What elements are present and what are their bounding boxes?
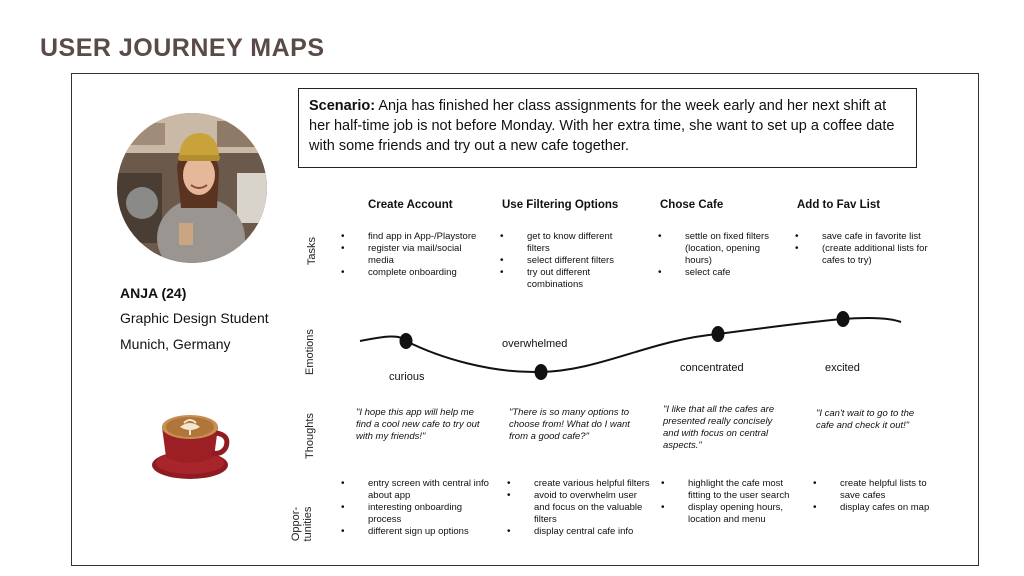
list-item: • display cafes on map — [813, 502, 948, 514]
emotion-label-2: overwhelmed — [502, 338, 568, 350]
emotion-label-1: curious — [389, 371, 425, 383]
persona-occupation: Graphic Design Student — [120, 310, 269, 326]
emotion-point-4 — [837, 311, 850, 327]
row-label-opportunities-line1: Oppor- — [290, 506, 302, 542]
page-title: USER JOURNEY MAPS — [40, 34, 325, 62]
opportunities-list-4 — [813, 478, 948, 514]
opportunities-list-1 — [341, 478, 496, 538]
emotion-point-2 — [535, 364, 548, 380]
stage-title-2: Use Filtering Options — [502, 199, 619, 211]
list-item: • select cafe — [658, 267, 770, 279]
list-item: • highlight the cafe most fitting to the user search — [661, 478, 796, 502]
list-item: • get to know different filters — [500, 231, 625, 255]
list-item: • save cafe in favorite list — [795, 231, 930, 243]
list-item: • (create additional lists for cafes to try) — [795, 243, 930, 267]
row-label-tasks: Tasks — [306, 236, 318, 266]
scenario-text: Anja has finished her class assignments for the week early and her next shift at her half-time job is not before Monday. With her extra time, she want to set up a coffee date with some friends and try out a new cafe together. — [309, 98, 895, 154]
list-item: • avoid to overwhelm user and focus on the valuable filters — [507, 490, 652, 526]
list-item: • display opening hours, location and menu — [661, 502, 796, 526]
emotion-point-1 — [400, 333, 413, 349]
list-item: • settle on fixed filters (location, opening hours) — [658, 231, 770, 267]
scenario-label: Scenario: — [309, 98, 376, 114]
row-label-opportunities-line2: tunities — [302, 506, 314, 542]
list-item: • select different filters — [500, 255, 625, 267]
list-item: • create various helpful filters — [507, 478, 652, 490]
emotion-curve-line — [360, 318, 901, 372]
row-label-thoughts: Thoughts — [304, 413, 316, 459]
opportunities-list-2 — [507, 478, 652, 538]
stage-title-4: Add to Fav List — [797, 199, 881, 211]
list-item: • create helpful lists to save cafes — [813, 478, 948, 502]
emotion-point-3 — [712, 326, 725, 342]
list-item: • entry screen with central info about app — [341, 478, 496, 502]
thought-3: "I like that all the cafes are presented really concisely and with focus on central aspects." — [663, 404, 775, 451]
list-item: • different sign up options — [341, 526, 496, 538]
persona-name: ANJA (24) — [120, 285, 187, 301]
stage-title-1: Create Account — [368, 199, 453, 211]
emotion-label-4: excited — [825, 362, 860, 374]
opportunities-list-3 — [661, 478, 796, 526]
list-item: • register via mail/social media — [341, 243, 486, 267]
row-label-emotions: Emotions — [304, 329, 316, 375]
list-item: • find app in App-/Playstore — [341, 231, 486, 243]
persona-location: Munich, Germany — [120, 336, 231, 352]
list-item: • interesting onboarding process — [341, 502, 496, 526]
emotion-label-3: concentrated — [680, 362, 744, 374]
thought-2: "There is so many options to choose from! What do I want from a good cafe?" — [509, 407, 630, 442]
list-item: • try out different combinations — [500, 267, 625, 291]
thought-1: "I hope this app will help me find a cool new cafe to try out with my friends!" — [356, 407, 480, 442]
list-item: • complete onboarding — [341, 267, 486, 279]
stage-title-3: Chose Cafe — [660, 199, 724, 211]
list-item: • display central cafe info — [507, 526, 652, 538]
thought-4: "I can't wait to go to the cafe and check it out!" — [816, 408, 915, 431]
